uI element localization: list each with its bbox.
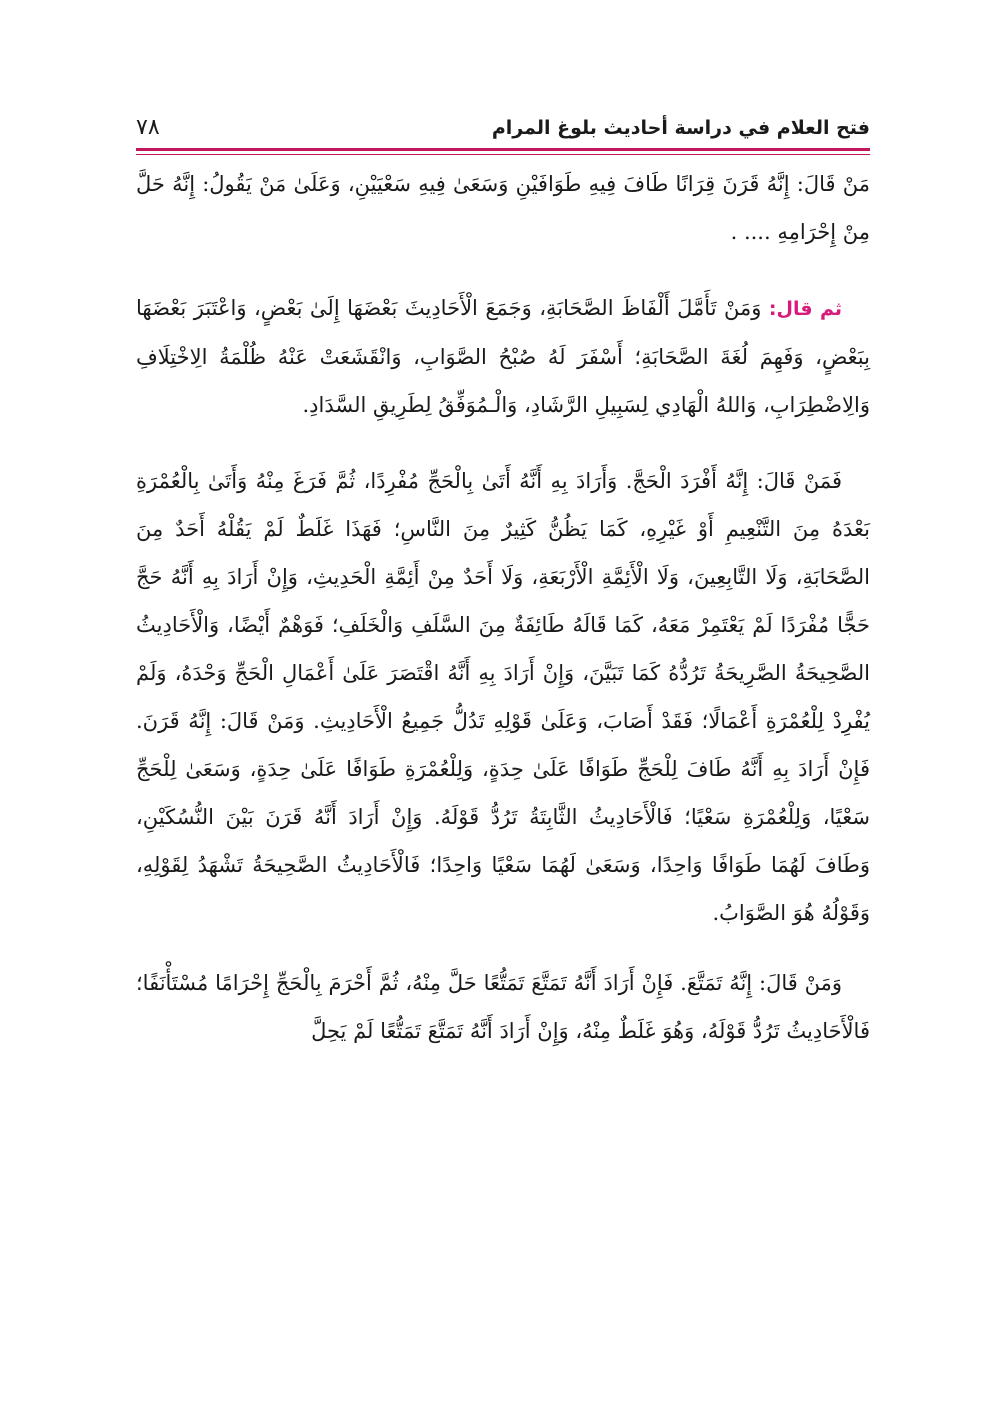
- paragraph-text: فَمَنْ قَالَ: إِنَّهُ أَفْرَدَ الْحَجَّ. وَأَرَادَ بِهِ أَنَّهُ أَتَىٰ بِالْحَجِّ مُفْرِدًا، ثُمَّ فَرَغَ مِنْهُ وَأَتَىٰ بِالْعُمْرَةِ بَعْدَهُ مِنَ التَّنْعِيمِ أَوْ غَيْرِهِ، كَمَا يَظُنُّ كَثِيرٌ مِنَ النَّاسِ؛ فَهَذَا غَلَطٌ لَمْ يَقُلْهُ أَحَدٌ مِنَ الصَّحَابَةِ، وَلَا التَّابِعِينَ، وَلَا الْأَئِمَّةِ الْأَرْبَعَةِ، وَلَا أَحَدٌ مِنْ أَئِمَّةِ الْحَدِيثِ، وَإِنْ أَرَادَ بِهِ أَنَّهُ حَجَّ حَجًّا مُفْرَدًا لَمْ يَعْتَمِرْ مَعَهُ، كَمَا قَالَهُ طَائِفَةٌ مِنَ السَّلَفِ وَالْخَلَفِ؛ فَوَهْمٌ أَيْضًا، وَالْأَحَادِيثُ الصَّحِيحَةُ الصَّرِيحَةُ تَرُدُّهُ كَمَا تَبَيَّنَ، وَإِنْ أَرَادَ بِهِ أَنَّهُ اقْتَصَرَ عَلَىٰ أَعْمَالِ الْحَجِّ وَحْدَهُ، وَلَمْ يُفْرِدْ لِلْعُمْرَةِ أَعْمَالًا؛ فَقَدْ أَصَابَ، وَعَلَىٰ قَوْلِهِ تَدُلُّ جَمِيعُ الْأَحَادِيثِ. وَمَنْ قَالَ: إِنَّهُ قَرَنَ. فَإِنْ أَرَادَ بِهِ أَنَّهُ طَافَ لِلْحَجِّ طَوَافًا عَلَىٰ حِدَةٍ، وَلِلْعُمْرَةِ طَوَافًا عَلَىٰ حِدَةٍ، وَسَعَىٰ لِلْحَجِّ سَعْيًا، وَلِلْعُمْرَةِ سَعْيًا؛ فَالْأَحَادِيثُ الثَّابِتَةُ تَرُدُّ قَوْلَهُ. وَإِنْ أَرَادَ أَنَّهُ قَرَنَ بَيْنَ النُّسُكَيْنِ، وَطَافَ لَهُمَا طَوَافًا وَاحِدًا، وَسَعَىٰ لَهُمَا سَعْيًا وَاحِدًا؛ فَالْأَحَادِيثُ الصَّحِيحَةُ تَشْهَدُ لِقَوْلِهِ، وَقَوْلُهُ هُوَ الصَّوَابُ.: [136, 469, 870, 925]
- book-title: فتح العلام في دراسة أحاديث بلوغ المرام: [491, 117, 870, 139]
- paragraph-text: وَمَنْ تَأَمَّلَ أَلْفَاظَ الصَّحَابَةِ، وَجَمَعَ الْأَحَادِيثَ بَعْضَهَا إِلَىٰ بَعْضٍ، وَاعْتَبَرَ بَعْضَهَا بِبَعْضٍ، وَفَهِمَ لُغَةَ الصَّحَابَةِ؛ أَسْفَرَ لَهُ صُبْحُ الصَّوَابِ، وَانْقَشَعَتْ عَنْهُ ظُلْمَةُ الِاخْتِلَافِ وَالِاضْطِرَابِ، وَاللهُ الْهَادِي لِسَبِيلِ الرَّشَادِ، وَالْـمُوَفِّقُ لِطَرِيقِ السَّدَادِ.: [136, 296, 870, 417]
- body-text: [136, 160, 870, 1055]
- book-page: [136, 0, 870, 1418]
- paragraph-4: [136, 959, 870, 1055]
- paragraph-text: وَمَنْ قَالَ: إِنَّهُ تَمَتَّعَ. فَإِنْ أَرَادَ أَنَّهُ تَمَتَّعَ تَمَتُّعًا حَلَّ مِنْهُ، ثُمَّ أَحْرَمَ بِالْحَجِّ إِحْرَامًا مُسْتَأْنَفًا؛ فَالْأَحَادِيثُ تَرُدُّ قَوْلَهُ، وَهُوَ غَلَطٌ مِنْهُ، وَإِنْ أَرَادَ أَنَّهُ تَمَتَّعَ تَمَتُّعًا لَمْ يَحِلَّ: [136, 971, 870, 1043]
- paragraph-3: [136, 457, 870, 937]
- page-number: ٧٨: [136, 115, 160, 140]
- header-rule-thin: [136, 154, 870, 155]
- header-rule-thick: [136, 148, 870, 151]
- paragraph-1: [136, 160, 870, 256]
- paragraph-lead: ثم قال:: [768, 298, 842, 320]
- paragraph-2: [136, 284, 870, 429]
- running-header: [136, 112, 870, 148]
- paragraph-text: مَنْ قَالَ: إِنَّهُ قَرَنَ قِرَانًا طَافَ فِيهِ طَوَافَيْنِ وَسَعَىٰ فِيهِ سَعْيَيْنِ، وَعَلَىٰ مَنْ يَقُولُ: إِنَّهُ حَلَّ مِنْ إِحْرَامِهِ .... .: [136, 172, 870, 244]
